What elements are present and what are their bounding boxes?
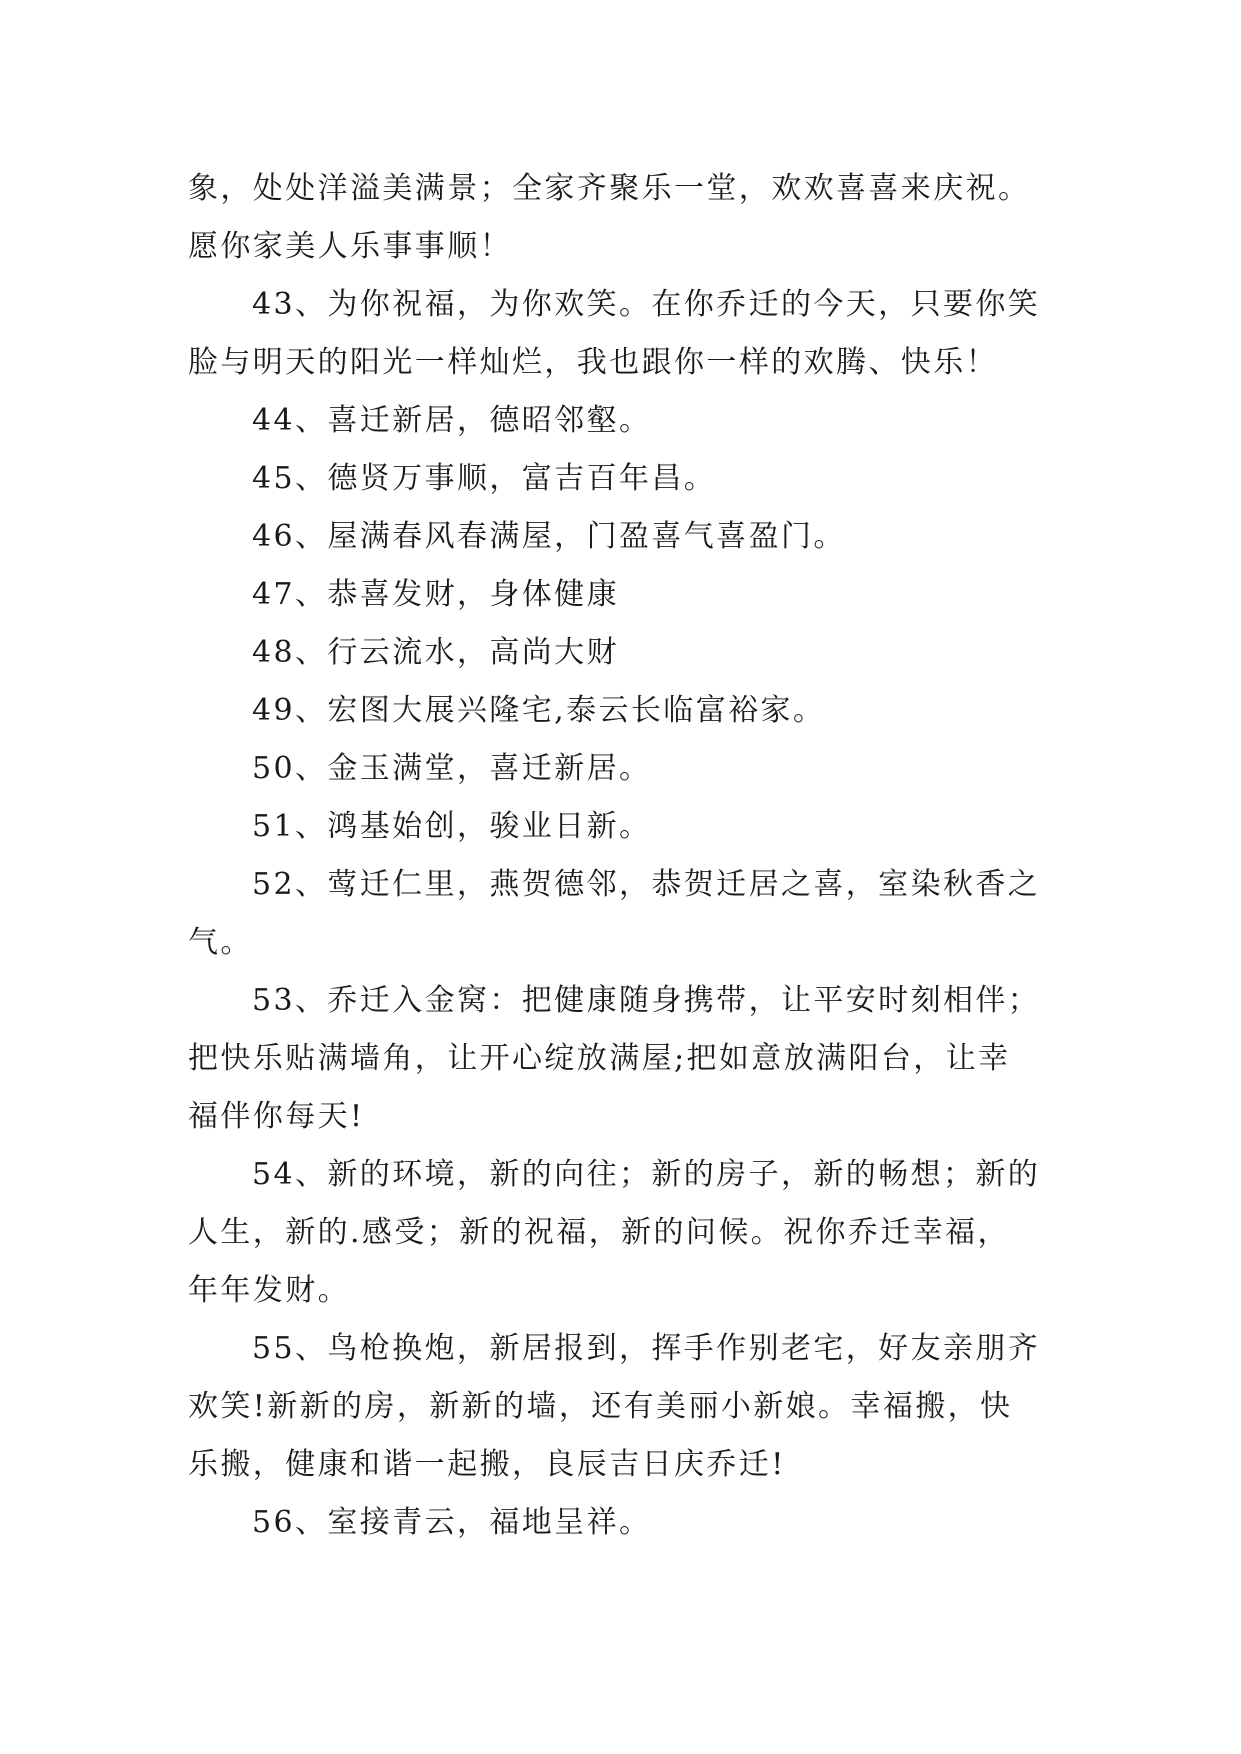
text-line: 56、室接青云，福地呈祥。 (252, 1505, 652, 1540)
text-line: 象，处处洋溢美满景；全家齐聚乐一堂，欢欢喜喜来庆祝。 (188, 171, 1031, 206)
document-body (188, 160, 1054, 1552)
paragraph-item-48 (188, 624, 1054, 682)
paragraph-item-49 (188, 682, 1054, 740)
text-line: 51、鸿基始创，骏业日新。 (252, 809, 652, 844)
paragraph-item-43 (188, 276, 1054, 392)
text-line: 50、金玉满堂，喜迁新居。 (252, 751, 652, 786)
text-line: 43、为你祝福，为你欢笑。在你乔迁的今天，只要你笑 (252, 287, 1041, 322)
text-line: 人生，新的.感受；新的祝福，新的问候。祝你乔迁幸福， (188, 1215, 1010, 1250)
text-line: 44、喜迁新居，德昭邻壑。 (252, 403, 652, 438)
text-line: 54、新的环境，新的向往；新的房子，新的畅想；新的 (252, 1157, 1041, 1192)
paragraph-item-53 (188, 972, 1054, 1146)
text-line: 48、行云流水，高尚大财 (252, 635, 619, 670)
text-line: 乐搬，健康和谐一起搬，良辰吉日庆乔迁! (188, 1447, 786, 1482)
text-line: 气。 (188, 925, 253, 960)
paragraph-continuation (188, 160, 1054, 276)
text-line: 53、乔迁入金窝：把健康随身携带，让平安时刻相伴； (252, 983, 1041, 1018)
paragraph-item-44 (188, 392, 1054, 450)
text-line: 47、恭喜发财，身体健康 (252, 577, 619, 612)
paragraph-item-56 (188, 1494, 1054, 1552)
paragraph-item-46 (188, 508, 1054, 566)
text-line: 年年发财。 (188, 1273, 350, 1308)
paragraph-item-54 (188, 1146, 1054, 1320)
paragraph-item-50 (188, 740, 1054, 798)
paragraph-item-47 (188, 566, 1054, 624)
paragraph-item-55 (188, 1320, 1054, 1494)
text-line: 45、德贤万事顺，富吉百年昌。 (252, 461, 717, 496)
text-line: 欢笑!新新的房，新新的墙，还有美丽小新娘。幸福搬，快 (188, 1389, 1013, 1424)
text-line: 把快乐贴满墙角，让开心绽放满屋;把如意放满阳台，让幸 (188, 1041, 1011, 1076)
text-line: 福伴你每天! (188, 1099, 365, 1134)
text-line: 脸与明天的阳光一样灿烂，我也跟你一样的欢腾、快乐！ (188, 345, 998, 380)
paragraph-item-51 (188, 798, 1054, 856)
paragraph-item-52 (188, 856, 1054, 972)
text-line: 49、宏图大展兴隆宅,泰云长临富裕家。 (252, 693, 826, 728)
paragraph-item-45 (188, 450, 1054, 508)
text-line: 愿你家美人乐事事顺！ (188, 229, 512, 264)
text-line: 46、屋满春风春满屋，门盈喜气喜盈门。 (252, 519, 846, 554)
text-line: 55、鸟枪换炮，新居报到，挥手作别老宅，好友亲朋齐 (252, 1331, 1041, 1366)
text-line: 52、莺迁仁里，燕贺德邻，恭贺迁居之喜，室染秋香之 (252, 867, 1041, 902)
